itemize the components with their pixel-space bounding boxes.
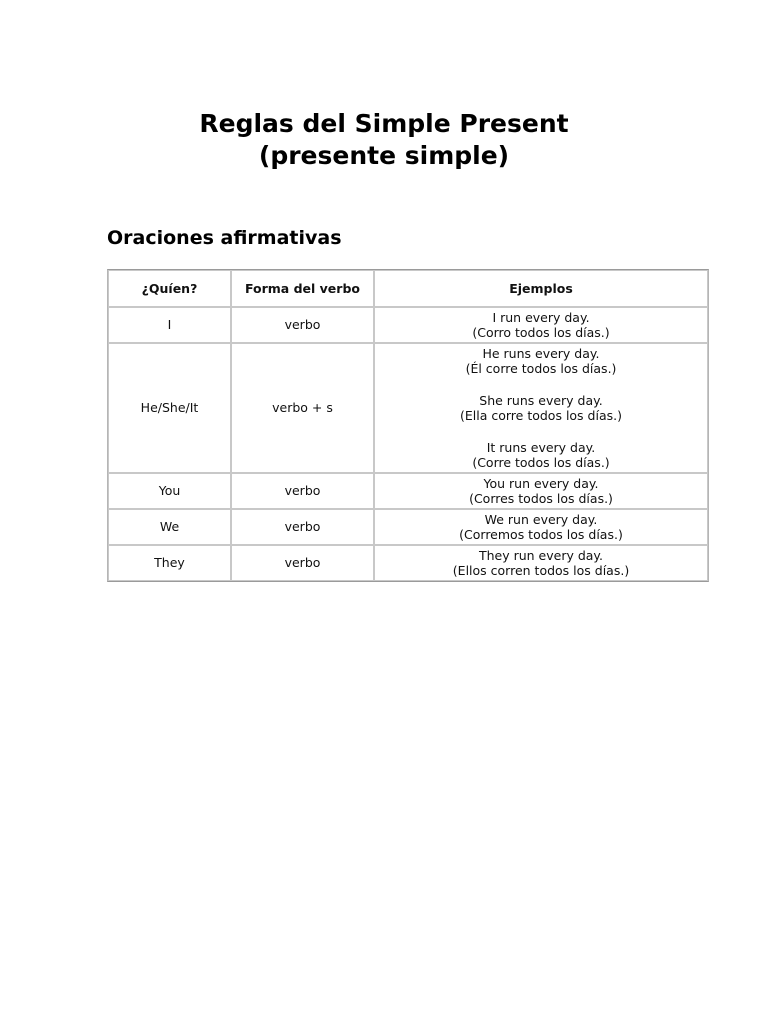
cell-form: verbo	[231, 545, 374, 581]
table-header-row	[108, 270, 708, 307]
cell-who: I	[108, 307, 231, 343]
table-row	[108, 473, 708, 509]
cell-examples	[374, 509, 708, 545]
cell-who: He/She/It	[108, 343, 231, 473]
page-title	[0, 108, 768, 172]
cell-who: You	[108, 473, 231, 509]
title-line-2: (presente simple)	[258, 141, 510, 170]
example-english: They run every day.	[478, 547, 604, 563]
table-row	[108, 343, 708, 473]
cell-form: verbo	[231, 473, 374, 509]
cell-examples	[374, 473, 708, 509]
example-english: He runs every day.	[482, 345, 600, 361]
example-english: It runs every day.	[486, 439, 596, 455]
table-row	[108, 307, 708, 343]
header-verb-form: Forma del verbo	[231, 270, 374, 307]
example-spanish: (Corro todos los días.)	[472, 325, 610, 340]
title-line-1: Reglas del Simple Present	[199, 109, 569, 138]
section-heading: Oraciones afirmativas	[107, 227, 342, 249]
cell-examples	[374, 343, 708, 473]
cell-examples	[374, 545, 708, 581]
example-spacer	[379, 424, 703, 440]
example-english: I run every day.	[492, 309, 590, 325]
example-spanish: (Ellos corren todos los días.)	[452, 563, 630, 578]
table-row	[108, 509, 708, 545]
cell-form: verbo	[231, 509, 374, 545]
example-spacer	[379, 377, 703, 393]
example-spanish: (Él corre todos los días.)	[465, 361, 617, 376]
header-examples: Ejemplos	[374, 270, 708, 307]
cell-form: verbo + s	[231, 343, 374, 473]
cell-who: They	[108, 545, 231, 581]
example-spanish: (Corres todos los días.)	[469, 491, 613, 506]
cell-form: verbo	[231, 307, 374, 343]
example-spanish: (Corre todos los días.)	[472, 455, 610, 470]
example-spanish: (Ella corre todos los días.)	[460, 408, 622, 423]
example-spanish: (Corremos todos los días.)	[459, 527, 623, 542]
example-english: You run every day.	[483, 475, 599, 491]
conjugation-table	[107, 269, 709, 582]
cell-examples	[374, 307, 708, 343]
example-english: She runs every day.	[479, 392, 603, 408]
cell-who: We	[108, 509, 231, 545]
table-row	[108, 545, 708, 581]
example-english: We run every day.	[484, 511, 598, 527]
header-who: ¿Quíen?	[108, 270, 231, 307]
